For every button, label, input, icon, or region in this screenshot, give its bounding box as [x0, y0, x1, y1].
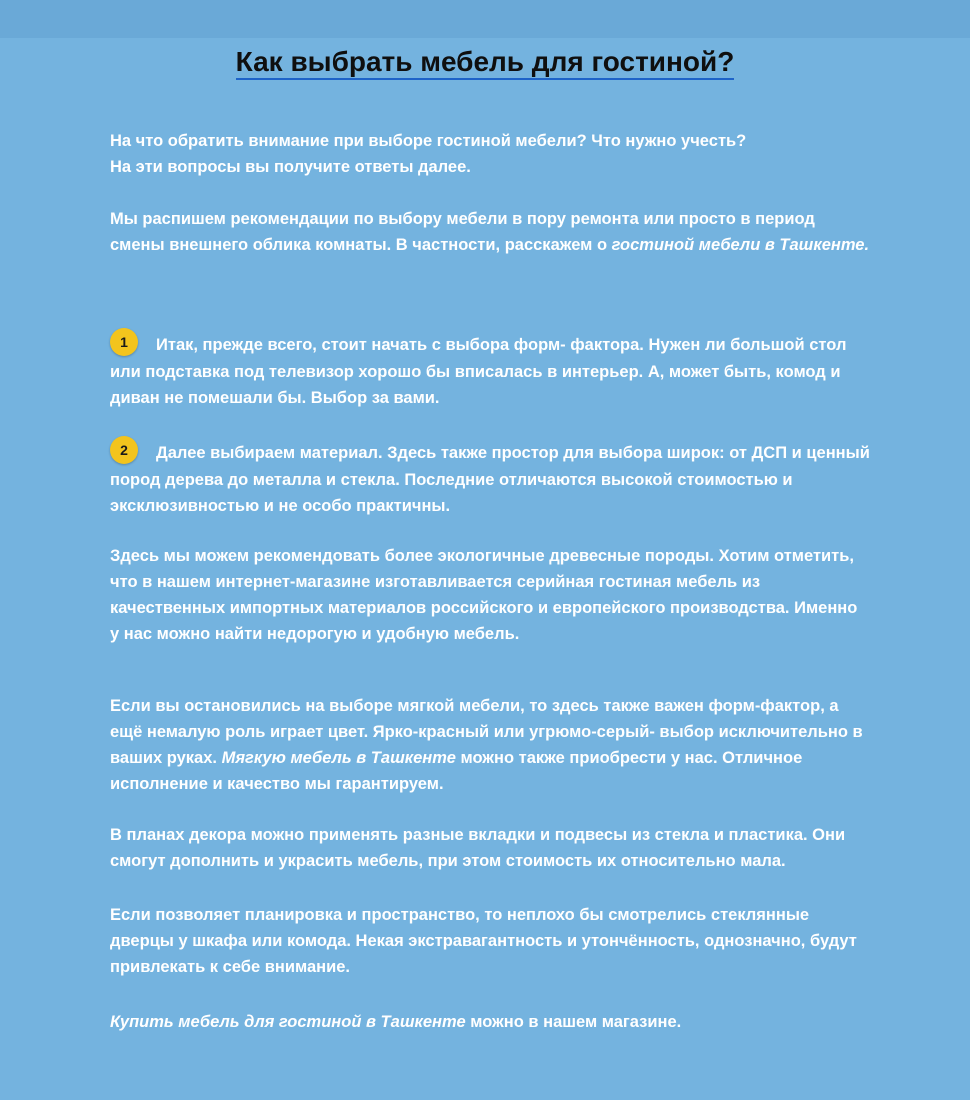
- step-1-text: Итак, прежде всего, стоит начать с выбора форм- фактора. Нужен ли большой стол или подставка под телевизор хорошо бы вписалась в интерьер. А, может быть, комод и диван не помешали бы. Выбор за вами.: [110, 336, 847, 407]
- page-title-text: Как выбрать мебель для гостиной?: [236, 46, 735, 80]
- step-1-paragraph: [110, 331, 870, 411]
- buy-paragraph: [110, 1009, 870, 1035]
- intro-line-2: На эти вопросы вы получите ответы далее.: [110, 158, 471, 176]
- decor-paragraph: В планах декора можно применять разные вкладки и подвесы из стекла и пластика. Они смогут дополнить и украсить мебель, при этом стоимость их относительно мала.: [110, 826, 846, 870]
- number-2-badge-icon: 2: [110, 436, 138, 464]
- intro-paragraph: [110, 128, 870, 180]
- soft-before: Если вы остановились на выборе мягкой мебели, то здесь также важен форм-фактор, а ещё немалую роль играет цвет. Ярко-красный или угрюмо-серый- выбор исключительно в ваших руках.: [110, 697, 863, 767]
- step-2-paragraph: [110, 439, 870, 519]
- soft-emphasis: Мягкую мебель в Ташкенте: [221, 749, 456, 767]
- intro-line-1: На что обратить внимание при выборе гостиной мебели? Что нужно учесть?: [110, 132, 747, 150]
- buy-after: можно в нашем магазине.: [465, 1013, 682, 1031]
- eco-paragraph: Здесь мы можем рекомендовать более экологичные древесные породы. Хотим отметить, что в нашем интернет-магазине изготавливается серийная гостиная мебель из качественных импортных материалов российского и европейского производства. Именно у нас можно найти недорогую и удобную мебель.: [110, 547, 858, 643]
- soft-after: можно также приобрести у нас. Отличное исполнение и качество мы гарантируем.: [110, 749, 803, 793]
- step-2-text: Далее выбираем материал. Здесь также простор для выбора широк: от ДСП и ценный пород дерева до металла и стекла. Последние отличаются высокой стоимостью и эксклюзивностью и не особо практичны.: [110, 444, 870, 515]
- buy-emphasis: Купить мебель для гостиной в Ташкенте: [110, 1013, 466, 1031]
- intro2-emphasis: гостиной мебели в Ташкенте.: [611, 236, 870, 254]
- glass-doors-paragraph: Если позволяет планировка и пространство, то неплохо бы смотрелись стеклянные дверцы у шкафа или комода. Некая экстравагантность и утончённость, однозначно, будут привлекать к себе внимание.: [110, 906, 857, 976]
- intro2-text: Мы распишем рекомендации по выбору мебели в пору ремонта или просто в период смены внешнего облика комнаты. В частности, расскажем о: [110, 210, 815, 254]
- number-1-badge-icon: 1: [110, 328, 138, 356]
- intro-paragraph-2: [110, 206, 870, 258]
- page-title: [0, 44, 970, 80]
- top-band: [0, 0, 970, 38]
- soft-furniture-paragraph: [110, 693, 870, 797]
